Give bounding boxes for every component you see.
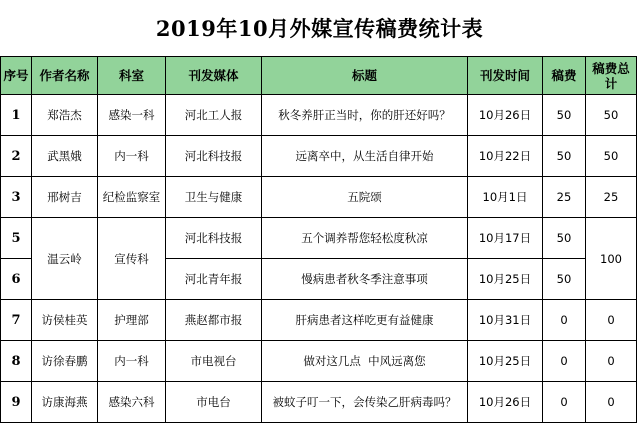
fee-table [0,56,637,423]
header-date[interactable]: 刊发时间 [468,57,543,95]
cell-department[interactable]: 内一科 [98,341,166,382]
cell-department[interactable]: 护理部 [98,300,166,341]
cell-fee[interactable]: 0 [543,341,586,382]
cell-index[interactable]: 7 [1,300,32,341]
cell-headline[interactable]: 肝病患者这样吃更有益健康 [262,300,468,341]
cell-date[interactable]: 10月1日 [468,177,543,218]
cell-headline[interactable]: 五院颂 [262,177,468,218]
table-row [1,300,637,341]
cell-author[interactable]: 郑浩杰 [32,95,98,136]
cell-fee[interactable]: 50 [543,259,586,300]
cell-media[interactable]: 河北科技报 [166,218,262,259]
cell-date[interactable]: 10月31日 [468,300,543,341]
cell-author[interactable]: 访康海燕 [32,382,98,423]
cell-department-merged[interactable]: 宣传科 [98,218,166,300]
cell-media[interactable]: 市电台 [166,382,262,423]
cell-author[interactable]: 访徐春鹏 [32,341,98,382]
table-row [1,177,637,218]
cell-total[interactable]: 0 [586,300,637,341]
table-row [1,382,637,423]
cell-headline[interactable]: 被蚊子叮一下，会传染乙肝病毒吗？ [262,382,468,423]
cell-total[interactable]: 0 [586,382,637,423]
cell-author[interactable]: 武黑娥 [32,136,98,177]
cell-fee[interactable]: 50 [543,218,586,259]
header-fee[interactable]: 稿费 [543,57,586,95]
table-row [1,95,637,136]
cell-fee[interactable]: 25 [543,177,586,218]
cell-index[interactable]: 2 [1,136,32,177]
cell-fee[interactable]: 50 [543,136,586,177]
cell-department[interactable]: 感染六科 [98,382,166,423]
cell-media[interactable]: 卫生与健康 [166,177,262,218]
cell-headline[interactable]: 远离卒中，从生活自律开始 [262,136,468,177]
cell-index[interactable]: 1 [1,95,32,136]
cell-department[interactable]: 感染一科 [98,95,166,136]
cell-index[interactable]: 9 [1,382,32,423]
cell-date[interactable]: 10月25日 [468,341,543,382]
cell-index[interactable]: 6 [1,259,32,300]
header-headline[interactable]: 标题 [262,57,468,95]
cell-date[interactable]: 10月26日 [468,95,543,136]
table-row [1,218,637,259]
cell-department[interactable]: 内一科 [98,136,166,177]
header-media[interactable]: 刊发媒体 [166,57,262,95]
cell-fee[interactable]: 0 [543,300,586,341]
cell-headline[interactable]: 慢病患者秋冬季注意事项 [262,259,468,300]
cell-total[interactable]: 50 [586,95,637,136]
cell-headline[interactable]: 做对这几点 中风远离您 [262,341,468,382]
header-department[interactable]: 科室 [98,57,166,95]
header-total[interactable]: 稿费总计 [586,57,637,95]
cell-media[interactable]: 河北科技报 [166,136,262,177]
cell-total[interactable]: 25 [586,177,637,218]
cell-total-merged[interactable]: 100 [586,218,637,300]
cell-index[interactable]: 8 [1,341,32,382]
cell-index[interactable]: 3 [1,177,32,218]
cell-media[interactable]: 市电视台 [166,341,262,382]
cell-media[interactable]: 燕赵都市报 [166,300,262,341]
table-row [1,341,637,382]
table-row [1,136,637,177]
cell-date[interactable]: 10月26日 [468,382,543,423]
cell-date[interactable]: 10月17日 [468,218,543,259]
cell-media[interactable]: 河北青年报 [166,259,262,300]
header-author[interactable]: 作者名称 [32,57,98,95]
cell-author[interactable]: 邢树吉 [32,177,98,218]
cell-fee[interactable]: 0 [543,382,586,423]
cell-index[interactable]: 5 [1,218,32,259]
cell-author-merged[interactable]: 温云岭 [32,218,98,300]
cell-fee[interactable]: 50 [543,95,586,136]
cell-author[interactable]: 访侯桂英 [32,300,98,341]
cell-headline[interactable]: 秋冬养肝正当时，你的肝还好吗？ [262,95,468,136]
cell-total[interactable]: 50 [586,136,637,177]
cell-total[interactable]: 0 [586,341,637,382]
header-row [1,57,637,95]
cell-date[interactable]: 10月22日 [468,136,543,177]
cell-headline[interactable]: 五个调养帮您轻松度秋凉 [262,218,468,259]
cell-department[interactable]: 纪检监察室 [98,177,166,218]
sheet-title: 2019年10月外媒宣传稿费统计表 [155,16,484,41]
cell-media[interactable]: 河北工人报 [166,95,262,136]
header-index[interactable]: 序号 [1,57,32,95]
cell-date[interactable]: 10月25日 [468,259,543,300]
